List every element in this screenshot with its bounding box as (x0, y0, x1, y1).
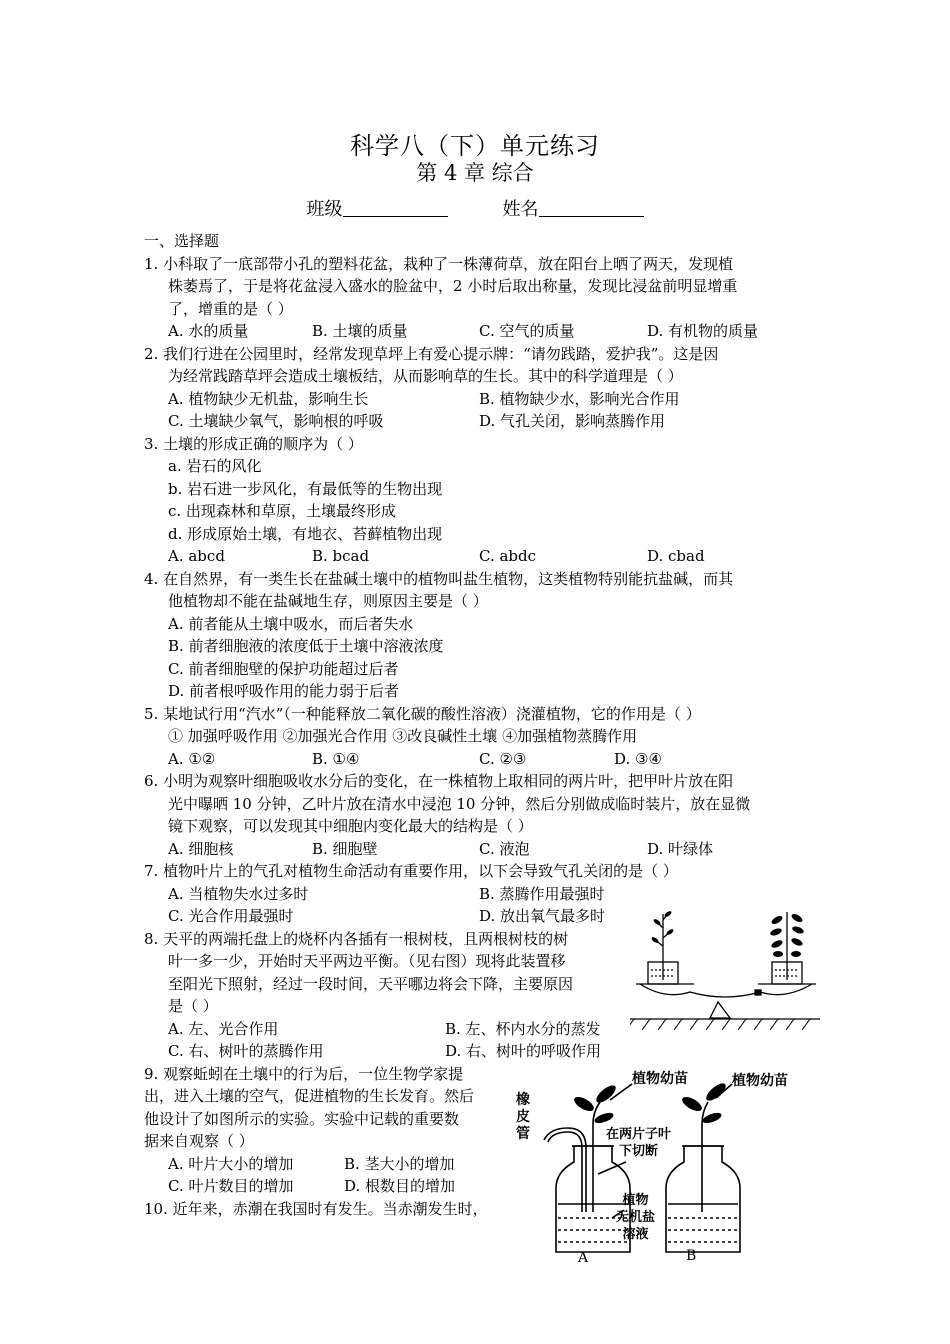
q1-line-1: 1. 小科取了一底部带小孔的塑料花盆，栽种了一株薄荷草，放在阳台上晒了两天，发现植 (144, 254, 734, 273)
rubber-tube (548, 1132, 582, 1212)
q5-option-c[interactable]: C. ②③ (479, 749, 527, 768)
balance-figure (630, 906, 820, 1038)
q4-option-b[interactable]: B. 前者细胞液的浓度低于土壤中溶液浓度 (168, 637, 444, 655)
q9-line-4: 据来自观察（ ） (144, 1132, 254, 1150)
q6-options (144, 838, 804, 861)
q4-option-a[interactable]: A. 前者能从土壤中吸水，而后者失水 (168, 614, 414, 633)
q6-line-2: 光中曝晒 10 分钟，乙叶片放在清水中浸泡 10 分钟，然后分别做成临时装片，放在显微 (168, 794, 751, 813)
q3-option-d[interactable]: D. cbad (647, 547, 705, 565)
q8-line-3: 至阳光下照射，经过一段时间，天平哪边将会下降，主要原因 (168, 974, 574, 993)
q9-option-b[interactable]: B. 茎大小的增加 (344, 1154, 455, 1173)
q6-line-3: 镜下观察，可以发现其中细胞内变化最大的结构是（ ） (168, 817, 533, 835)
q9-line-2: 出，进入土壤的空气，促进植物的生长发育。然后 (144, 1087, 475, 1105)
label-seedling-left: 植物幼苗 (632, 1071, 688, 1087)
q8-option-a[interactable]: A. 左、光合作用 (168, 1019, 279, 1038)
q4-line-1: 4. 在自然界，有一类生长在盐碱土壤中的植物叫盐生植物，这类植物特别能抗盐碱，而其 (144, 569, 734, 588)
q9-option-c[interactable]: C. 叶片数目的增加 (168, 1177, 294, 1195)
q8-line-2: 叶一多一少，开始时天平两边平衡。（见右图）现将此装置移 (168, 952, 566, 970)
q8-line-4: 是（ ） (168, 997, 218, 1015)
label-bottle-b: B (686, 1248, 697, 1264)
q2-option-d[interactable]: D. 气孔关闭，影响蒸腾作用 (479, 412, 666, 430)
q3-step-b: b. 岩石进一步风化，有最低等的生物出现 (168, 479, 443, 498)
q1-line-2: 株萎焉了，于是将花盆浸入盛水的脸盆中，2 小时后取出称量，发现比浸盆前明显增重 (168, 277, 738, 295)
q4-option-d[interactable]: D. 前者根呼吸作用的能力弱于后者 (168, 682, 400, 700)
q3-option-c[interactable]: C. abdc (479, 547, 537, 565)
q2-options-cd (144, 410, 804, 433)
q1-option-a[interactable]: A. 水的质量 (168, 322, 249, 340)
q2-option-b[interactable]: B. 植物缺少水，影响光合作用 (479, 389, 680, 408)
name-label: 姓名 (502, 199, 539, 220)
q1-option-d[interactable]: D. 有机物的质量 (647, 322, 759, 340)
bottle-b (666, 1146, 740, 1252)
q5-line-1: 5. 某地试行用“汽水”（一种能释放二氧化碳的酸性溶液）浇灌植物，它的作用是（ ） (144, 704, 701, 723)
q3-options (144, 545, 804, 568)
q2-option-c[interactable]: C. 土壤缺少氧气，影响根的呼吸 (168, 412, 384, 430)
q5-options (144, 748, 804, 771)
q5-option-d[interactable]: D. ③④ (614, 749, 662, 768)
q6-line-1: 6. 小明为观察叶细胞吸收水分后的变化，在一株植物上取相同的两片叶，把甲叶片放在阳 (144, 772, 734, 790)
student-info-line (0, 195, 950, 221)
label-bottle-a: A (578, 1250, 589, 1266)
class-blank[interactable] (343, 198, 448, 217)
q9-line-1: 9. 观察蚯蚓在土壤中的行为后，一位生物学家提 (144, 1064, 464, 1083)
balance-beam (640, 984, 812, 997)
q1-option-c[interactable]: C. 空气的质量 (479, 322, 575, 340)
q7-option-b[interactable]: B. 蒸腾作用最强时 (479, 884, 605, 903)
label-seedling-right: 植物幼苗 (732, 1073, 788, 1089)
label-rubber-tube: 橡 皮 管 (516, 1092, 530, 1142)
q7-line-1: 7. 植物叶片上的气孔对植物生命活动有重要作用，以下会导致气孔关闭的是（ ） (144, 862, 678, 880)
q1-options (144, 320, 804, 343)
q7-option-a[interactable]: A. 当植物失水过多时 (168, 884, 309, 903)
bottles-figure (512, 1062, 802, 1270)
q9-option-a[interactable]: A. 叶片大小的增加 (168, 1154, 294, 1173)
q2-options-ab (144, 388, 804, 411)
q5-line-2: ① 加强呼吸作用 ②加强光合作用 ③改良碱性土壤 ④加强植物蒸腾作用 (168, 727, 638, 745)
q2-option-a[interactable]: A. 植物缺少无机盐，影响生长 (168, 389, 369, 408)
name-blank[interactable] (539, 198, 644, 217)
q7-options-ab (144, 883, 804, 906)
q2-line-2: 为经常践踏草坪会造成土壤板结，从而影响草的生长。其中的科学道理是（ ） (168, 367, 683, 385)
q8-option-c[interactable]: C. 右、树叶的蒸腾作用 (168, 1042, 324, 1060)
page-title: 科学八（下）单元练习 (350, 132, 600, 160)
q10-line-1: 10. 近年来，赤潮在我国时有发生。当赤潮发生时， (144, 1199, 488, 1218)
q6-option-a[interactable]: A. 细胞核 (168, 839, 234, 858)
q7-option-d[interactable]: D. 放出氧气最多时 (479, 907, 606, 925)
q6-option-c[interactable]: C. 液泡 (479, 839, 530, 858)
section-heading: 一、选择题 (144, 232, 220, 250)
q3-line-1: 3. 土壤的形成正确的顺序为（ ） (144, 434, 363, 453)
q1-line-3: 了，增重的是（ ） (168, 299, 293, 318)
q3-step-a: a. 岩石的风化 (168, 457, 262, 475)
q3-option-a[interactable]: A. abcd (168, 547, 225, 565)
q6-option-d[interactable]: D. 叶绿体 (647, 839, 714, 858)
q7-option-c[interactable]: C. 光合作用最强时 (168, 907, 294, 925)
chapter-subtitle: 第 4 章 综合 (416, 161, 534, 185)
class-label: 班级 (306, 199, 343, 220)
q9-option-d[interactable]: D. 根数目的增加 (344, 1177, 456, 1195)
q8-line-1: 8. 天平的两端托盘上的烧杯内各插有一根树枝，且两根树枝的树 (144, 929, 569, 948)
q6-option-b[interactable]: B. 细胞壁 (312, 839, 378, 858)
q3-step-c: c. 出现森林和草原，土壤最终形成 (168, 502, 396, 520)
q3-option-b[interactable]: B. bcad (312, 547, 370, 565)
q8-option-b[interactable]: B. 左、杯内水分的蒸发 (445, 1019, 601, 1038)
label-nutrient-solution: 植物 无机盐 溶液 (616, 1193, 656, 1242)
q9-line-3: 他设计了如图所示的实验。实验中记载的重要数 (144, 1109, 460, 1128)
q4-option-c[interactable]: C. 前者细胞壁的保护功能超过后者 (168, 659, 399, 678)
ground-hatching (630, 1019, 810, 1030)
q8-option-d[interactable]: D. 右、树叶的呼吸作用 (445, 1042, 602, 1060)
q5-option-b[interactable]: B. ①④ (312, 749, 360, 768)
q5-option-a[interactable]: A. ①② (168, 749, 216, 768)
balance-pivot (710, 1002, 730, 1018)
q2-line-1: 2. 我们行进在公园里时，经常发现草坪上有爱心提示牌：“请勿践踏，爱护我”。这是因 (144, 344, 719, 363)
label-cut-below-cotyledons: 在两片子叶 下切断 (606, 1127, 672, 1159)
q3-step-d: d. 形成原始土壤，有地衣、苔藓植物出现 (168, 524, 443, 543)
q8-options-cd (144, 1040, 804, 1063)
q1-option-b[interactable]: B. 土壤的质量 (312, 322, 408, 340)
q4-line-2: 他植物却不能在盐碱地生存，则原因主要是（ ） (168, 592, 488, 610)
